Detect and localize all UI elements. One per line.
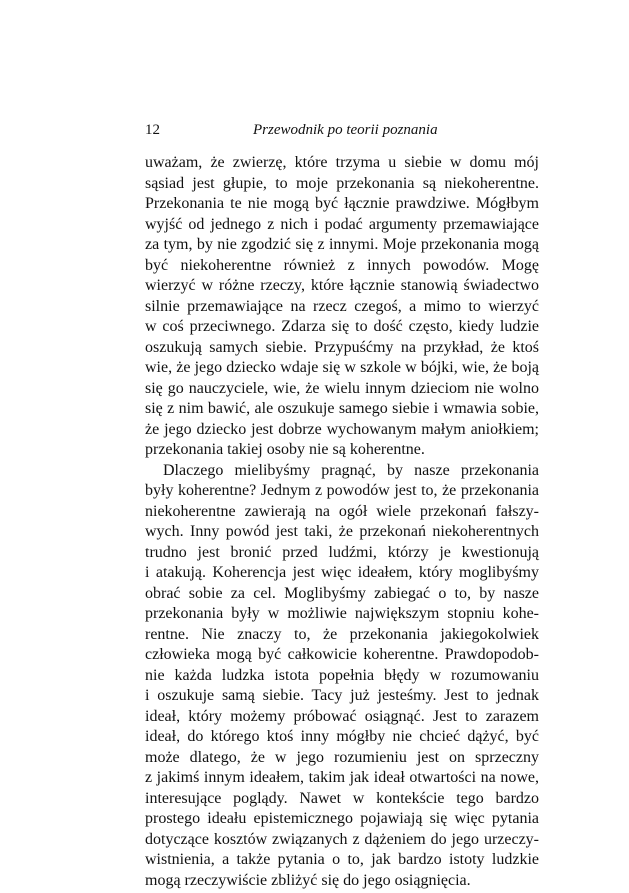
text-line: prostego ideału epistemicznego pojawiają się więc pytania bbox=[145, 810, 539, 827]
text-line: w coś przeciwnego. Zdarza się to dość często, kiedy ludzie bbox=[145, 318, 539, 335]
text-line: za tym, by nie zgodzić się z innymi. Moje przekonania mogą bbox=[145, 236, 539, 253]
text-line: niekoherentne zawierają na ogół wiele przekonań fałszy- bbox=[145, 502, 539, 520]
text-line: były koherentne? Jednym z powodów jest to, że przekonania bbox=[145, 482, 539, 499]
text-line: sąsiad jest głupie, to moje przekonania są niekoherentne. bbox=[145, 174, 539, 192]
text-line: i oszukuje samą siebie. Tacy już jesteśmy. Jest to jednak bbox=[145, 687, 539, 704]
text-line: że jego dziecko jest dobrze wychowanym małym aniołkiem; bbox=[145, 420, 539, 438]
text-line: oszukują samych siebie. Przypuśćmy na przykład, że ktoś bbox=[145, 338, 539, 356]
body-text bbox=[145, 153, 539, 891]
text-line: wie, że jego dziecko wdaje się w szkole w bójki, wie, że boją bbox=[145, 359, 539, 376]
text-line: przekonania były w możliwie największym stopniu kohe- bbox=[145, 605, 539, 622]
text-line: nie każda ludzka istota popełnia błędy w rozumowaniu bbox=[145, 666, 539, 684]
text-line: ideał, do którego ktoś inny mógłby nie chcieć dążyć, być bbox=[145, 728, 539, 745]
text-line: trudno jest bronić przed ludźmi, którzy je kwestionują bbox=[145, 543, 539, 561]
text-line: z jakimś innym ideałem, takim jak ideał otwartości na nowe, bbox=[145, 769, 539, 786]
text-line: Przekonania te nie mogą być łącznie prawdziwe. Mógłbym bbox=[145, 195, 539, 212]
text-line: może dlatego, że w jego rozumieniu jest on sprzeczny bbox=[145, 748, 539, 766]
paragraph-end-line: mogą rzeczywiście zbliżyć się do jego osiągnięcia. bbox=[145, 871, 471, 889]
text-line: interesujące poglądy. Nawet w kontekście tego bardzo bbox=[145, 789, 539, 807]
text-line: człowieka mogą być całkowicie koherentne. Prawdopodob- bbox=[145, 646, 539, 663]
text-line: i atakują. Koherencja jest więc ideałem, który moglibyśmy bbox=[145, 564, 539, 581]
text-line: rentne. Nie znaczy to, że przekonania jakiegokolwiek bbox=[145, 625, 539, 643]
text-line: wyjść od jednego z nich i podać argumenty przemawiające bbox=[145, 215, 539, 233]
running-title: Przewodnik po teorii poznania bbox=[253, 122, 438, 138]
text-line: być niekoherentne również z innych powodów. Mogę bbox=[145, 256, 539, 274]
text-line: wych. Inny powód jest taki, że przekonań niekoherentnych bbox=[145, 523, 539, 540]
text-line: wistnienia, a także pytania o to, jak bardzo istoty ludzkie bbox=[145, 851, 539, 868]
text-line: się go nauczyciele, wie, że wielu innym dzieciom nie wolno bbox=[145, 379, 539, 397]
text-line: dotyczące kosztów związanych z dążeniem do jego urzeczy- bbox=[145, 830, 539, 848]
text-line: silnie przemawiające na rzecz czegoś, a mimo to wierzyć bbox=[145, 297, 539, 315]
text-line: ideał, który możemy próbować osiągnąć. Jest to zarazem bbox=[145, 707, 539, 725]
text-line: obrać sobie za cel. Moglibyśmy zabiegać o to, by nasze bbox=[145, 584, 539, 602]
paragraph-start-line: Dlaczego mielibyśmy pragnąć, by nasze przekonania bbox=[163, 461, 539, 479]
text-line: się z nim bawić, ale oszukuje samego siebie i wmawia sobie, bbox=[145, 400, 539, 417]
page-number: 12 bbox=[145, 122, 160, 138]
text-line: wierzyć w różne rzeczy, które łącznie stanowią świadectwo bbox=[145, 277, 539, 294]
text-line: uważam, że zwierzę, które trzyma u siebie w domu mój bbox=[145, 154, 539, 171]
paragraph-end-line: przekonania takiej osoby nie są koherentne. bbox=[145, 441, 425, 458]
running-head bbox=[145, 120, 539, 140]
